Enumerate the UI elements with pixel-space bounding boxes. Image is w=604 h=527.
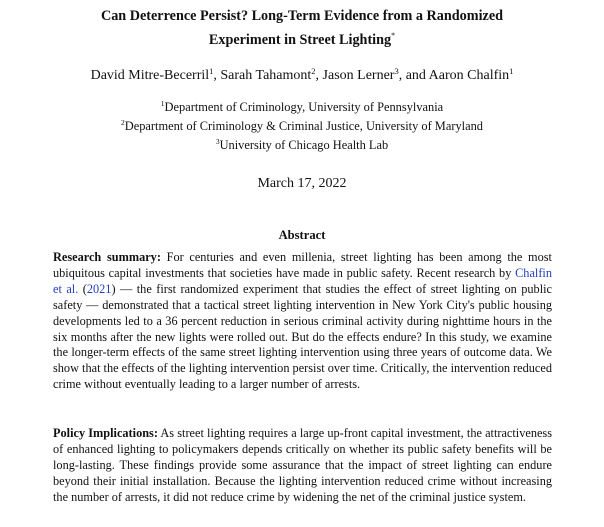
affiliation-text: Department of Criminology & Criminal Justice, University of Maryland xyxy=(124,119,483,133)
research-summary-label: Research summary: xyxy=(53,250,161,264)
publication-date: March 17, 2022 xyxy=(257,176,347,191)
affiliation-text: University of Chicago Health Lab xyxy=(219,138,389,152)
author-name: David Mitre-Becerril xyxy=(90,68,210,83)
research-summary-text-2: — the first randomized experiment that studies the effect of street lighting on public safety — demonstrated that a tactical street lighting intervention in New York City's public housing developments led to a 36 percent reduction in serious criminal activity during nighttime hours in the six months after the new lights were rolled out. But do the effects endure? In this study, we examine the longer-term effects of the same street lighting intervention using three years of outcome data. We show that the effects of the lighting intervention persist over time. Critically, the intervention reduced crime without eventually leading to a larger number of arrests. xyxy=(53,281,552,392)
title-footnote-marker: * xyxy=(391,31,396,40)
research-summary-paragraph xyxy=(53,250,552,393)
affiliation-number: 3 xyxy=(215,137,220,146)
citation-link-year[interactable]: 2021 xyxy=(86,281,112,296)
policy-implications-paragraph xyxy=(53,426,552,506)
affiliation-list xyxy=(10,96,594,153)
author-affil-marker: 2 xyxy=(311,66,316,76)
author-list xyxy=(10,62,594,85)
citation-link-author[interactable]: Chalfin et al. xyxy=(53,265,552,296)
paper-title xyxy=(20,6,584,50)
affiliation-line xyxy=(10,134,594,153)
affiliation-line xyxy=(10,96,594,115)
policy-implications-text: As street lighting requires a large up-front capital investment, the attractiveness of enhanced lighting to policymakers depends critically on whether its public safety benefits will be long-lasting. These findings provide some assurance that the impact of street lighting can endure beyond their initial installation. Because the lighting intervention reduced crime without increasing the number of arrests, it did not reduce crime by widening the net of the criminal justice system. xyxy=(53,426,552,504)
author-name: Jason Lerner xyxy=(322,68,395,83)
title-line-2: Experiment in Street Lighting xyxy=(208,32,392,48)
author-separator: , and xyxy=(398,68,429,83)
author-affil-marker: 1 xyxy=(209,66,214,76)
affiliation-number: 1 xyxy=(160,99,165,108)
author-name: Sarah Tahamont xyxy=(220,68,312,83)
title-line-1: Can Deterrence Persist? Long-Term Evidence from a Randomized xyxy=(100,8,504,24)
citation-open-paren: ( xyxy=(78,281,87,296)
author-affil-marker: 3 xyxy=(394,66,399,76)
affiliation-number: 2 xyxy=(121,118,125,127)
affiliation-line xyxy=(10,115,594,134)
author-name: Aaron Chalfin xyxy=(428,68,510,83)
abstract-heading: Abstract xyxy=(278,228,326,242)
affiliation-text: Department of Criminology, University of Pennsylvania xyxy=(164,100,444,114)
author-affil-marker: 1 xyxy=(509,66,514,76)
policy-implications-label: Policy Implications: xyxy=(53,426,158,440)
author-separator: , xyxy=(213,68,221,83)
citation-close-paren: ) xyxy=(111,281,116,296)
author-separator: , xyxy=(315,68,323,83)
research-summary-text-1: For centuries and even millenia, street lighting has been among the most ubiquitous capital investments that societies have made in public safety. Recent research by xyxy=(53,250,552,280)
